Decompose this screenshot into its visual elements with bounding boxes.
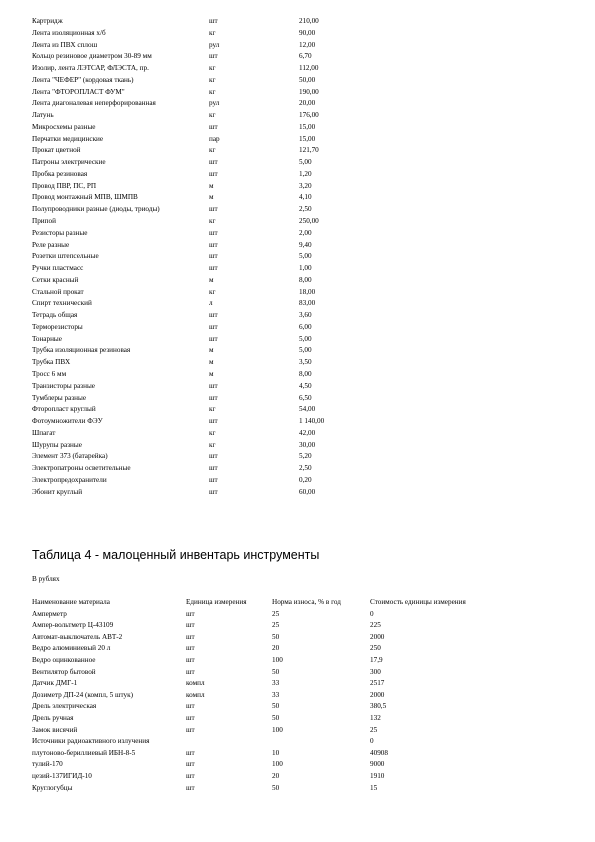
- cell-price: 9,40: [299, 240, 312, 249]
- cell-unit: шт: [186, 725, 195, 734]
- table-row: [32, 381, 332, 393]
- table-row: [32, 40, 332, 52]
- cell-unit: кг: [209, 64, 216, 73]
- cell-unit: шт: [209, 252, 218, 261]
- cell-unit-cost: 1910: [370, 771, 385, 780]
- table-row: [32, 16, 332, 28]
- table-row: [32, 345, 332, 357]
- table-row: [32, 298, 332, 310]
- cell-price: 112,00: [299, 64, 319, 73]
- cell-price: 3,60: [299, 311, 312, 320]
- table-row: [32, 75, 332, 87]
- cell-unit: шт: [209, 205, 218, 214]
- cell-unit: кг: [209, 405, 216, 414]
- cell-unit: шт: [209, 452, 218, 461]
- cell-name: Электропатроны осветительные: [32, 464, 131, 473]
- cell-name: Пробка резиновая: [32, 169, 88, 178]
- cell-name: Стальной прокат: [32, 287, 84, 296]
- table-row: [32, 440, 332, 452]
- cell-unit: шт: [209, 487, 218, 496]
- table-row: [32, 251, 332, 263]
- cell-price: 4,10: [299, 193, 312, 202]
- cell-unit: компл: [186, 690, 205, 699]
- cell-price: 90,00: [299, 28, 316, 37]
- cell-name: Амперметр: [32, 609, 67, 618]
- cell-unit: шт: [186, 621, 195, 630]
- table-row: [32, 475, 332, 487]
- cell-unit: кг: [209, 428, 216, 437]
- cell-unit: шт: [186, 783, 195, 792]
- cell-name: Резисторы разные: [32, 228, 88, 237]
- cell-name: Замок висячий: [32, 725, 78, 734]
- cell-name: Тумблеры разные: [32, 393, 87, 402]
- cell-unit-cost: 17,9: [370, 655, 383, 664]
- table-row: [32, 748, 552, 760]
- table-row: [32, 157, 332, 169]
- cell-unit: компл: [186, 679, 205, 688]
- table-row: [32, 428, 332, 440]
- table-row: [32, 275, 332, 287]
- cell-name: Тросс 6 мм: [32, 369, 67, 378]
- cell-price: 6,00: [299, 322, 312, 331]
- cell-unit: пар: [209, 134, 220, 143]
- table-row: [32, 263, 332, 275]
- cell-name: Спирт технический: [32, 299, 92, 308]
- cell-price: 83,00: [299, 299, 316, 308]
- cell-name: Лента изоляционная х/б: [32, 28, 106, 37]
- cell-unit: шт: [209, 475, 218, 484]
- cell-unit: шт: [186, 667, 195, 676]
- table-row: [32, 690, 552, 702]
- cell-unit: шт: [186, 655, 195, 664]
- table-row: [32, 28, 332, 40]
- table-row: [32, 783, 552, 795]
- table-row: [32, 322, 332, 334]
- cell-unit: шт: [209, 381, 218, 390]
- cell-name: Вентилятор бытовой: [32, 667, 96, 676]
- cell-price: 8,00: [299, 275, 312, 284]
- cell-price: 4,50: [299, 381, 312, 390]
- cell-unit: шт: [209, 122, 218, 131]
- cell-unit-cost: 0: [370, 609, 374, 618]
- cell-name: Тонарные: [32, 334, 62, 343]
- cell-name: Лента "ФТОРОПЛАСТ ФУМ": [32, 87, 125, 96]
- cell-unit: кг: [209, 28, 216, 37]
- cell-unit: шт: [209, 169, 218, 178]
- cell-name: цезий-137ИГИД-10: [32, 771, 92, 780]
- cell-unit: шт: [186, 702, 195, 711]
- cell-price: 5,20: [299, 452, 312, 461]
- cell-name: Розетки штепсельные: [32, 252, 99, 261]
- cell-name: Ведро оцинкованное: [32, 655, 96, 664]
- cell-name: Сетки красный: [32, 275, 79, 284]
- table-row: [32, 216, 332, 228]
- cell-unit-cost: 40908: [370, 748, 388, 757]
- cell-name: Ведро алюминиевый 20 л: [32, 644, 111, 653]
- cell-unit: шт: [209, 228, 218, 237]
- cell-name: Источники радиоактивного излучения: [32, 737, 150, 746]
- cell-unit: шт: [186, 632, 195, 641]
- cell-name: Лента из ПВХ сплош: [32, 40, 98, 49]
- table-row: [32, 240, 332, 252]
- table-row: [32, 713, 552, 725]
- cell-name: Трубка изоляционная резиновая: [32, 346, 131, 355]
- cell-price: 60,00: [299, 487, 316, 496]
- table-row: [32, 451, 332, 463]
- cell-unit: м: [209, 346, 214, 355]
- cell-price: 15,00: [299, 122, 316, 131]
- cell-name: Круглогубцы: [32, 783, 73, 792]
- cell-name: Изолир, лента ЛЭТСАР, ФЛЭСТА, пр.: [32, 64, 149, 73]
- table-row: [32, 632, 552, 644]
- table-row: [32, 192, 332, 204]
- cell-name: Ручки пластмасс: [32, 264, 84, 273]
- cell-unit-cost: 9000: [370, 760, 385, 769]
- table-row: [32, 51, 332, 63]
- cell-unit-cost: 0: [370, 737, 374, 746]
- table-row: [32, 169, 332, 181]
- header-unit-cost: Стоимость единицы измерения: [370, 598, 466, 606]
- cell-price: 190,00: [299, 87, 319, 96]
- cell-price: 210,00: [299, 17, 319, 25]
- table-row: [32, 487, 332, 499]
- cell-unit: кг: [209, 75, 216, 84]
- table-row: [32, 643, 552, 655]
- cell-name: Терморезисторы: [32, 322, 83, 331]
- cell-unit: шт: [209, 393, 218, 402]
- cell-name: Реле разные: [32, 240, 70, 249]
- table-row: [32, 181, 332, 193]
- table-row: [32, 404, 332, 416]
- table-row: [32, 725, 552, 737]
- cell-name: Ампер-вольтметр Ц-43109: [32, 621, 114, 630]
- cell-price: 1,20: [299, 169, 312, 178]
- cell-price: 2,50: [299, 205, 312, 214]
- table-row: [32, 87, 332, 99]
- cell-price: 6,50: [299, 393, 312, 402]
- cell-wear-rate: 50: [272, 667, 280, 676]
- cell-wear-rate: 100: [272, 725, 283, 734]
- cell-unit: шт: [186, 771, 195, 780]
- cell-name: Дозиметр ДП-24 (компл, 5 штук): [32, 690, 134, 699]
- table-row: [32, 287, 332, 299]
- cell-price: 1 140,00: [299, 417, 325, 426]
- table-row: [32, 134, 332, 146]
- cell-price: 54,00: [299, 405, 316, 414]
- materials-price-table: [32, 16, 332, 498]
- cell-unit-cost: 15: [370, 783, 378, 792]
- cell-unit: шт: [186, 609, 195, 618]
- cell-price: 20,00: [299, 99, 316, 108]
- cell-unit: шт: [209, 464, 218, 473]
- table-row: [32, 701, 552, 713]
- table-row: [32, 228, 332, 240]
- cell-unit: шт: [209, 158, 218, 167]
- cell-unit: л: [209, 299, 213, 308]
- table-row: [32, 736, 552, 748]
- cell-unit: м: [209, 358, 214, 367]
- cell-wear-rate: 25: [272, 609, 280, 618]
- table-row: [32, 334, 332, 346]
- table-row: [32, 110, 332, 122]
- table-row: [32, 145, 332, 157]
- cell-unit-cost: 2000: [370, 690, 385, 699]
- table-row: [32, 63, 332, 75]
- cell-wear-rate: 50: [272, 632, 280, 641]
- cell-price: 50,00: [299, 75, 316, 84]
- cell-name: Шпагат: [32, 428, 56, 437]
- cell-unit: рул: [209, 40, 220, 49]
- cell-wear-rate: 50: [272, 713, 280, 722]
- cell-unit-cost: 225: [370, 621, 381, 630]
- cell-unit: шт: [209, 311, 218, 320]
- cell-wear-rate: 20: [272, 771, 280, 780]
- cell-name: Автомат-выключатель АВТ-2: [32, 632, 123, 641]
- cell-price: 1,00: [299, 264, 312, 273]
- table-row: [32, 204, 332, 216]
- cell-name: Фотоумножители ФЭУ: [32, 417, 103, 426]
- cell-name: Электропредохранители: [32, 475, 107, 484]
- cell-name: Припой: [32, 217, 56, 226]
- cell-unit: м: [209, 369, 214, 378]
- cell-name: Картридж: [32, 17, 63, 25]
- cell-unit: шт: [186, 644, 195, 653]
- cell-name: Датчик ДМГ-1: [32, 679, 78, 688]
- cell-unit: шт: [209, 52, 218, 61]
- cell-unit: кг: [209, 217, 216, 226]
- cell-price: 5,00: [299, 334, 312, 343]
- cell-unit: м: [209, 181, 214, 190]
- unit-note: В рублях: [32, 575, 60, 583]
- cell-unit: кг: [209, 287, 216, 296]
- table-row: [32, 310, 332, 322]
- cell-wear-rate: 50: [272, 702, 280, 711]
- cell-wear-rate: 25: [272, 621, 280, 630]
- cell-name: Лента "ЧЕФЕР" (кордовая ткань): [32, 75, 134, 84]
- cell-unit-cost: 300: [370, 667, 381, 676]
- cell-unit: шт: [186, 760, 195, 769]
- cell-unit: кг: [209, 87, 216, 96]
- cell-price: 176,00: [299, 111, 319, 120]
- cell-unit-cost: 2517: [370, 679, 385, 688]
- table-row: [32, 678, 552, 690]
- cell-unit: шт: [209, 322, 218, 331]
- inventory-tools-table: [32, 597, 552, 794]
- cell-wear-rate: 100: [272, 760, 283, 769]
- cell-price: 8,00: [299, 369, 312, 378]
- cell-wear-rate: 50: [272, 783, 280, 792]
- cell-name: Провод монтажный МПВ, ШМПВ: [32, 193, 138, 202]
- cell-price: 18,00: [299, 287, 316, 296]
- cell-name: Латунь: [32, 111, 54, 120]
- cell-unit: шт: [209, 264, 218, 273]
- cell-unit-cost: 250: [370, 644, 381, 653]
- cell-name: Тетрадь общая: [32, 311, 78, 320]
- table-row: [32, 609, 552, 621]
- table-row: [32, 357, 332, 369]
- cell-unit: м: [209, 193, 214, 202]
- cell-price: 30,00: [299, 440, 316, 449]
- cell-name: Фторопласт круглый: [32, 405, 96, 414]
- cell-unit-cost: 25: [370, 725, 378, 734]
- cell-name: Трубка ПВХ: [32, 358, 71, 367]
- cell-price: 5,00: [299, 252, 312, 261]
- table-row: [32, 393, 332, 405]
- cell-name: Дрель электрическая: [32, 702, 97, 711]
- cell-unit: кг: [209, 111, 216, 120]
- cell-name: Шурупы разные: [32, 440, 82, 449]
- cell-unit: шт: [209, 417, 218, 426]
- table-4-heading: Таблица 4 - малоценный инвентарь инструменты: [32, 548, 320, 562]
- cell-price: 250,00: [299, 217, 319, 226]
- table-row: [32, 655, 552, 667]
- header-name: Наименование материала: [32, 598, 110, 606]
- cell-unit: шт: [209, 240, 218, 249]
- cell-unit-cost: 380,5: [370, 702, 387, 711]
- cell-name: тулий-170: [32, 760, 63, 769]
- cell-unit: м: [209, 275, 214, 284]
- cell-wear-rate: 100: [272, 655, 283, 664]
- cell-unit: шт: [209, 334, 218, 343]
- cell-price: 2,00: [299, 228, 312, 237]
- cell-name: Эбонит круглый: [32, 487, 83, 496]
- table-row: [32, 369, 332, 381]
- cell-name: Перчатки медицинские: [32, 134, 104, 143]
- cell-price: 15,00: [299, 134, 316, 143]
- cell-name: Дрель ручная: [32, 713, 74, 722]
- cell-unit-cost: 2000: [370, 632, 385, 641]
- cell-unit-cost: 132: [370, 713, 381, 722]
- cell-unit: шт: [186, 748, 195, 757]
- header-unit: Единица измерения: [186, 598, 247, 606]
- cell-wear-rate: 20: [272, 644, 280, 653]
- cell-name: Транзисторы разные: [32, 381, 95, 390]
- cell-price: 6,70: [299, 52, 312, 61]
- cell-name: плутоново-бериллиевый ИБН-8-5: [32, 748, 136, 757]
- cell-name: Элемент 373 (батарейка): [32, 452, 108, 461]
- cell-name: Полупроводники разные (диоды, триоды): [32, 205, 160, 214]
- table-header-row: [32, 597, 552, 609]
- cell-price: 121,70: [299, 146, 319, 155]
- table-row: [32, 759, 552, 771]
- cell-price: 3,20: [299, 181, 312, 190]
- cell-price: 3,50: [299, 358, 312, 367]
- cell-unit: кг: [209, 146, 216, 155]
- cell-wear-rate: 10: [272, 748, 280, 757]
- cell-unit: рул: [209, 99, 220, 108]
- cell-unit: шт: [209, 17, 218, 25]
- cell-name: Прокат цветной: [32, 146, 81, 155]
- table-row: [32, 771, 552, 783]
- table-row: [32, 122, 332, 134]
- cell-price: 5,00: [299, 346, 312, 355]
- table-row: [32, 463, 332, 475]
- cell-unit: кг: [209, 440, 216, 449]
- cell-name: Кольцо резиновое диаметром 30-89 мм: [32, 52, 152, 61]
- table-row: [32, 620, 552, 632]
- cell-price: 0,20: [299, 475, 312, 484]
- cell-name: Микросхемы разные: [32, 122, 96, 131]
- cell-price: 42,00: [299, 428, 316, 437]
- table-row: [32, 416, 332, 428]
- cell-wear-rate: 33: [272, 690, 280, 699]
- header-wear-rate: Норма износа, % в год: [272, 598, 341, 606]
- cell-price: 2,50: [299, 464, 312, 473]
- table-row: [32, 98, 332, 110]
- cell-unit: шт: [186, 713, 195, 722]
- cell-name: Провод ПВР, ПС, РП: [32, 181, 97, 190]
- cell-price: 5,00: [299, 158, 312, 167]
- cell-name: Лента диагоналевая неперфорированная: [32, 99, 156, 108]
- table-row: [32, 667, 552, 679]
- cell-price: 12,00: [299, 40, 316, 49]
- cell-name: Патроны электрические: [32, 158, 106, 167]
- cell-wear-rate: 33: [272, 679, 280, 688]
